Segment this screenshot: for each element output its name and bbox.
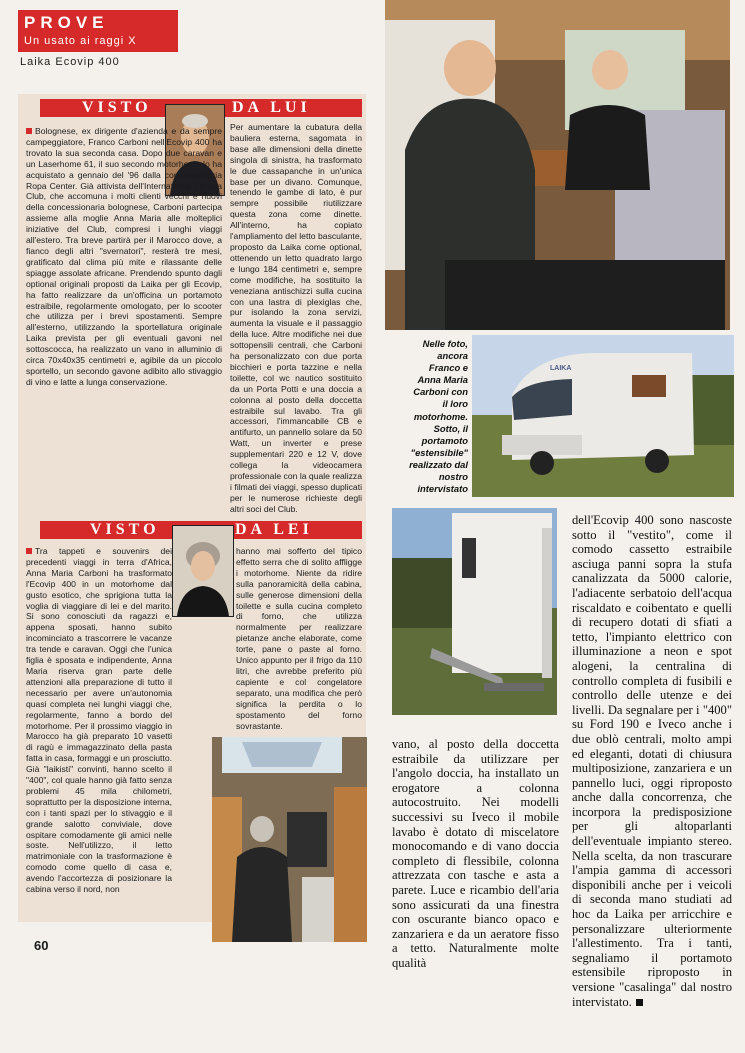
section-subtitle: Un usato ai raggi X [24,35,137,47]
main-text-col-right [572,513,732,1009]
photo-scooter-rack [392,508,557,715]
article-model: Laika Ecovip 400 [20,56,120,68]
motorhome-icon [472,335,734,497]
van-plate-label: LAIKA [550,365,572,372]
photo-kitchen-interior [212,737,367,942]
visto-da-lui-title-left: VISTO [82,99,152,116]
van-rear-icon [392,508,557,715]
visto-da-lei-title-right: DA LEI [235,521,313,538]
visto-da-lui-title-right: DA LUI [232,99,311,116]
paragraph-marker-icon [26,548,32,554]
anna-maria-portrait [172,525,234,617]
lui-text-col-2 [230,122,362,515]
photo-couple-dinette [385,0,730,330]
lei-paragraph-1: Tra tappeti e souvenirs dei precedenti viaggi in terra d'Africa, Anna Maria Carboni ha trasformato l'Ecovip 400 in un motorhome dal gusto esotico, che sprigiona tutta la voglia di viaggiare di lei e del marito. Si sono conosciuti da ragazzi e, appena sposati, hanno subito incominciato a trascorrere le vacanze tra tende e caravan. Oggi che l'unica figlia è sposata e indipendente, Anna Maria riserva gran parte delle attenzioni alla preparazione di tutto il necessario per avere un'autonomia quasi completa nei lunghi viaggi che, regolarmente, fanno a bordo del motorhome. Per il prossimo viaggio in Marocco ha già preparato 10 vasetti di ragù e immagazzinato della pasta fatta in casa, formaggi e un prosciutto. Già "laikisti" convinti, hanno scelto il "400", col quale hanno già fatto senza problemi 45 mila chilometri, soprattutto per la disposizione interna, con i tanti spazi per lo stivaggio e il grande salotto conviviale, dove ospitare comodamente gli amici nelle soste. Nell'utilizzo, il letto matrimoniale con la trasformazione è comodo come quello di casa e, avendo l'accortezza di posizionare la cabina verso il nord, non [26,546,172,895]
lei-paragraph-2: hanno mai sofferto del tipico effetto serra che di solito affligge i motorhome. Niente da ridire sulla panoramicità della cabina, sulle generose dimensioni della toilette e sulla cucina completo di forno, che utilizza normalmente per realizzare pietanze anche elaborate, come torte, pane o paste al forno. Unico appunto per il frigo da 110 litri, che avrebbe preferito più capiente e col congelatore separato, una modifica che però significa la perdita o lo spostamento del forno sovrastante. [236,546,362,731]
lui-text-col-1 [26,126,222,388]
kitchen-scene-icon [212,737,367,942]
photo-motorhome-front [472,335,734,497]
lui-paragraph-2: Per aumentare la cubatura della bauliera esterna, sagomata in base alle dimensioni della dinette singola di sinistra, ha trasformato le due cassapanche in un'unica base per un divano. Comunque, tenendo le gambe di lato, è pur sempre possibile riutilizzare questa zona come dinette. All'interno, ha copiato l'ampliamento del letto basculante, proposto da Laika come optional, ottenendo un letto quadrato largo e lungo 184 centimetri e, sempre come modifiche, ha sostituito la veneziana antischizzi sulla cucina con una lastra di plexiglas che, pur isolando la zona servizi, aumenta la visuale e il passaggio della luce. Altre modifiche nei due sottopensili centrali, che Carboni ha personalizzato con due porta bicchieri e porta tazzine e nella toilette, col wc nautico sostituito da un Porta Potti e una doccia a colonna al posto della doccetta estraibile sul lavabo. Tra gli accessori, l'immancabile CB e antifurto, un pannello solare da 50 Watt, un inverter e prese supplementari 220 e 12 V, dove collega la videocamera professionale con la quale realizza i filmati dei viaggi, spesso duplicati per le numerose richieste degli altri soci del Club. [230,122,362,514]
photo-caption: Nelle foto, ancora Franco e Anna Maria Carboni con il loro motorhome. Sotto, il portamoto "estensibile" realizzato dal nostro intervistato [409,338,468,495]
lei-text-col-2 [236,546,362,731]
main-text-col-mid: vano, al posto della doccetta estraibile da utilizzare per l'angolo doccia, ha installato un erogatore a colonna autocostruito. Nei modelli successivi su Iveco il mobile lavabo è dotato di miscelatore monocomando e di vano doccia completo di flessibile, colonna attrezzata con tasche e asta a parete. Luce e ricambio dell'aria sono assicurati da una finestra con oscurante bianco opaco e zanzariera e da un aeratore fisso a tetto. Naturalmente molte qualità [392,737,559,970]
end-of-article-icon [636,999,643,1006]
lui-paragraph-1: Bolognese, ex dirigente d'azienda e da sempre campeggiatore, Franco Carboni nell'Ecovip 400 ha trovato la sua seconda casa. Dopo due caravan e un Laserhome 61, il suo secondo motorhome lo ha acquistato a gennaio del '96 dalla concessionaria Ropa Center. Già attivista dell'International Europa Club, che accomuna i molti clienti vecchi e nuovi della concessionaria bolognese, Carboni partecipa assieme alla moglie Anna Maria alle molteplici iniziative del Club, compresi i lunghi viaggi all'estero. Tra breve partirà per il Marocco dove, a fianco degli altri "svernatori", resterà tre mesi, gratificato dal clima più mite e rilassante delle spiagge assolate africane. Prendendo spunto dagli optional originali proposti da Laika per gli Ecovip, ha fatto realizzare da un'officina un portamoto estraibile, regolarmente omologato, per lo scooter che utilizza per i brevi spostamenti. Sempre all'esterno, utilizzando la sportellatura originale Laika prevista per gli eventuali gavoni nel sottoscocca, ha realizzato un vano in alluminio di circa 70x40x35 centimetri e, agibile da un piccolo sportello, un secondo gavone adibito allo stivaggio di vino e latte a lunga conservazione. [26,126,222,387]
dinette-scene-icon [385,0,730,330]
visto-da-lei-title-left: VISTO [90,521,160,538]
main-text-right-paragraph: dell'Ecovip 400 sono nascoste sotto il "vestito", come il comodo cassetto estraibile asciuga panni sopra la stufa canalizzata da 5000 calorie, l'adiacente serbatoio dell'acqua riscaldato e coibentato e quelli di recupero dotati di sfiati a tetto, l'impianto elettrico con illuminazione a neon e spot alogeni, la centralina di controllo completa di fusibili e controllo delle utenze e dei livelli. Da segnalare per i "400" su Ford 190 e Iveco anche i due oblò centrali, molto ampi ed eleganti, dotati di chiusura multiposizione, zanzariera e un pannello luci, oggi riproposto anche dalla concorrenza, che incorpora la predisposizione per gli altoparlanti dell'eventuale impianto stereo. Nella scelta, da non trascurare l'ampia gamma di accessori disponibili anche per i veicoli di seconda mano studiati ad hoc da Laika per arricchire e personalizzare ulteriormente l'allestimento. Tra i tanti, segnaliamo il portamoto estensibile riproposto in versione "casalinga" dal nostro intervistato. [572,513,732,1009]
woman-portrait-icon [173,526,233,616]
lei-text-col-1-top [26,546,172,895]
section-title: PROVE [24,13,109,32]
page-number: 60 [34,938,49,953]
paragraph-marker-icon [26,128,32,134]
section-header [18,10,178,52]
